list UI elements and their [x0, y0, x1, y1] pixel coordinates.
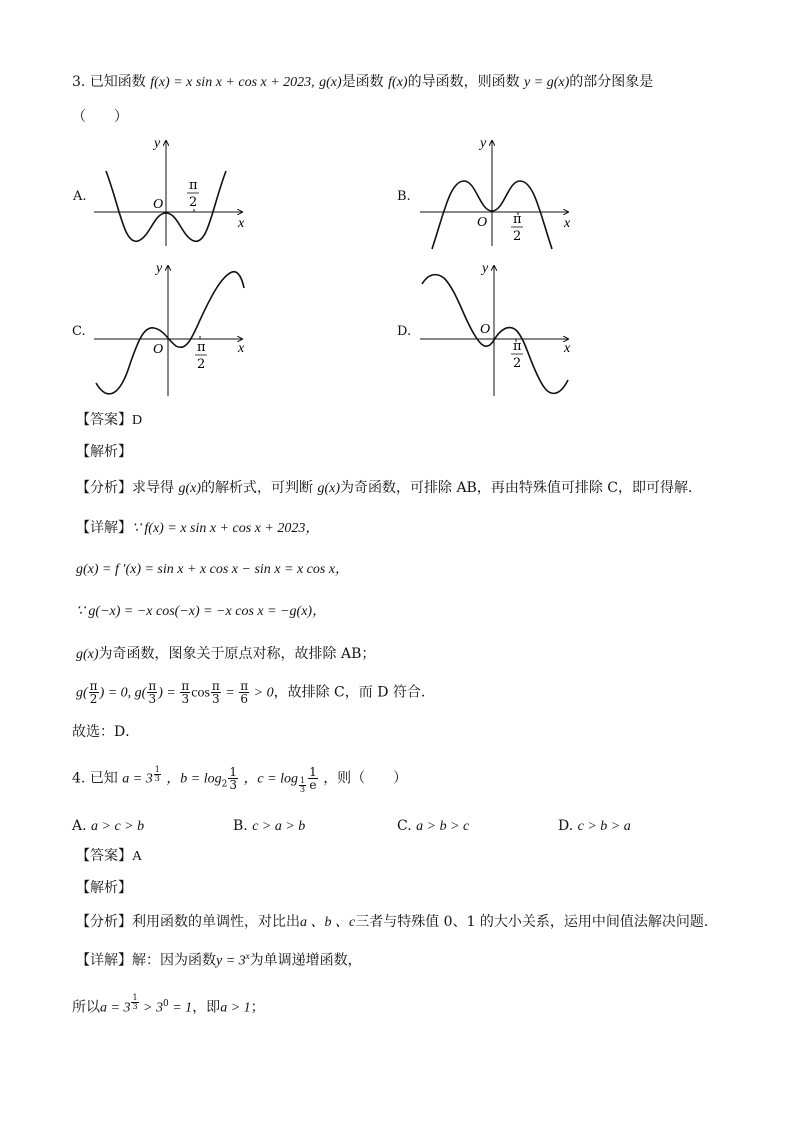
graph-option-a	[92, 133, 252, 253]
pi-label: π	[197, 340, 206, 355]
two-label: 2	[197, 357, 206, 372]
q3-detail-line1: 【详解】∵ f(x) = x sin x + cos x + 2023，	[76, 520, 320, 536]
graph-option-b	[418, 133, 578, 253]
q4-last-line: 所以a = 3 $\frac{1}{3}$ > $3^0 = 1$，即a > 1；	[72, 993, 265, 1016]
q3-answer: 【答案】D	[76, 412, 143, 428]
q3-detail-line3: ∵ g(−x) = −x cos(−x) = −x cos x = −g(x)，	[76, 604, 327, 619]
graph-option-c	[92, 258, 252, 400]
y-label: y	[156, 261, 163, 276]
q3-conclusion: 故选：D．	[72, 724, 140, 740]
q4-option-b: B. c > a > b	[233, 818, 306, 834]
x-label: x	[238, 216, 245, 231]
y-label: y	[482, 261, 489, 276]
q4-number: 4.	[72, 770, 86, 787]
pi-label: π	[513, 339, 522, 354]
option-b-label: B.	[397, 189, 411, 204]
two-label: 2	[513, 229, 522, 244]
q3-detail-line4: g(x)为奇函数，图象关于原点对称，故排除 AB；	[76, 646, 376, 662]
q4-fenxi: 【分析】利用函数的单调性，对比出a 、b 、c三者与特殊值 0、1 的大小关系，运用中间值法解决问题.	[76, 914, 709, 930]
option-a-label: A.	[73, 189, 87, 204]
q3-detail-line5: g( $\frac{\pi}{2}$ ) = 0, g( $\frac{\pi}{3}$ ) = $\frac{\pi}{3}$ cos $\frac{\pi}{3}$ = $\frac{\pi}{6}$ > 0，故排除 C，而 D 符合.	[76, 679, 426, 706]
origin-label: O	[153, 197, 164, 212]
origin-label: O	[477, 215, 488, 230]
q3-fenxi: 【分析】求导得 g(x)的解析式，可判断 g(x)为奇函数，可排除 AB，再由特殊值可排除 C，即可得解．	[76, 480, 703, 496]
option-d-label: D.	[397, 324, 412, 339]
origin-label: O	[480, 322, 491, 337]
q4-option-d: D. c > b > a	[558, 818, 631, 834]
graph-option-d	[418, 258, 578, 400]
q4-option-a: A. a > c > b	[72, 818, 145, 834]
pi-label: π	[189, 178, 198, 193]
q4-answer: 【答案】A	[76, 848, 143, 864]
y-label: y	[154, 136, 161, 151]
two-label: 2	[189, 195, 198, 210]
q4-stem: 4. 已知 a = 3 $\frac{1}{3}$ ，$b = \log_2$ $\frac{1}{3}$ ，c = log $\frac{1}{3}$ $\frac{1}{e}$ ，则（ ）	[72, 765, 408, 795]
q3-number: 3.	[72, 74, 86, 90]
pi-label: π	[513, 212, 522, 227]
y-label: y	[480, 136, 487, 151]
q3-stem: 3. 已知函数 f(x) = x sin x + cos x + 2023, g(x)是函数 f(x)的导函数，则函数 y = g(x)的部分图象是	[72, 74, 654, 90]
two-label: 2	[513, 356, 522, 371]
q3-detail-line2: g(x) = f ′(x) = sin x + x cos x − sin x = x cos x，	[76, 562, 350, 577]
q3-blank: （ ）	[72, 109, 128, 125]
q4-detail: 【详解】解：因为函数$y = 3^x$为单调递增函数，	[76, 951, 362, 969]
x-label: x	[564, 341, 571, 356]
q3-analysis-label: 【解析】	[76, 444, 132, 460]
x-label: x	[564, 216, 571, 231]
q4-analysis-label: 【解析】	[76, 880, 132, 896]
option-c-label: C.	[72, 324, 86, 339]
curve	[422, 275, 568, 394]
q4-option-c: C. a > b > c	[397, 818, 470, 834]
curve	[96, 272, 244, 394]
x-label: x	[238, 341, 245, 356]
origin-label: O	[153, 342, 164, 357]
